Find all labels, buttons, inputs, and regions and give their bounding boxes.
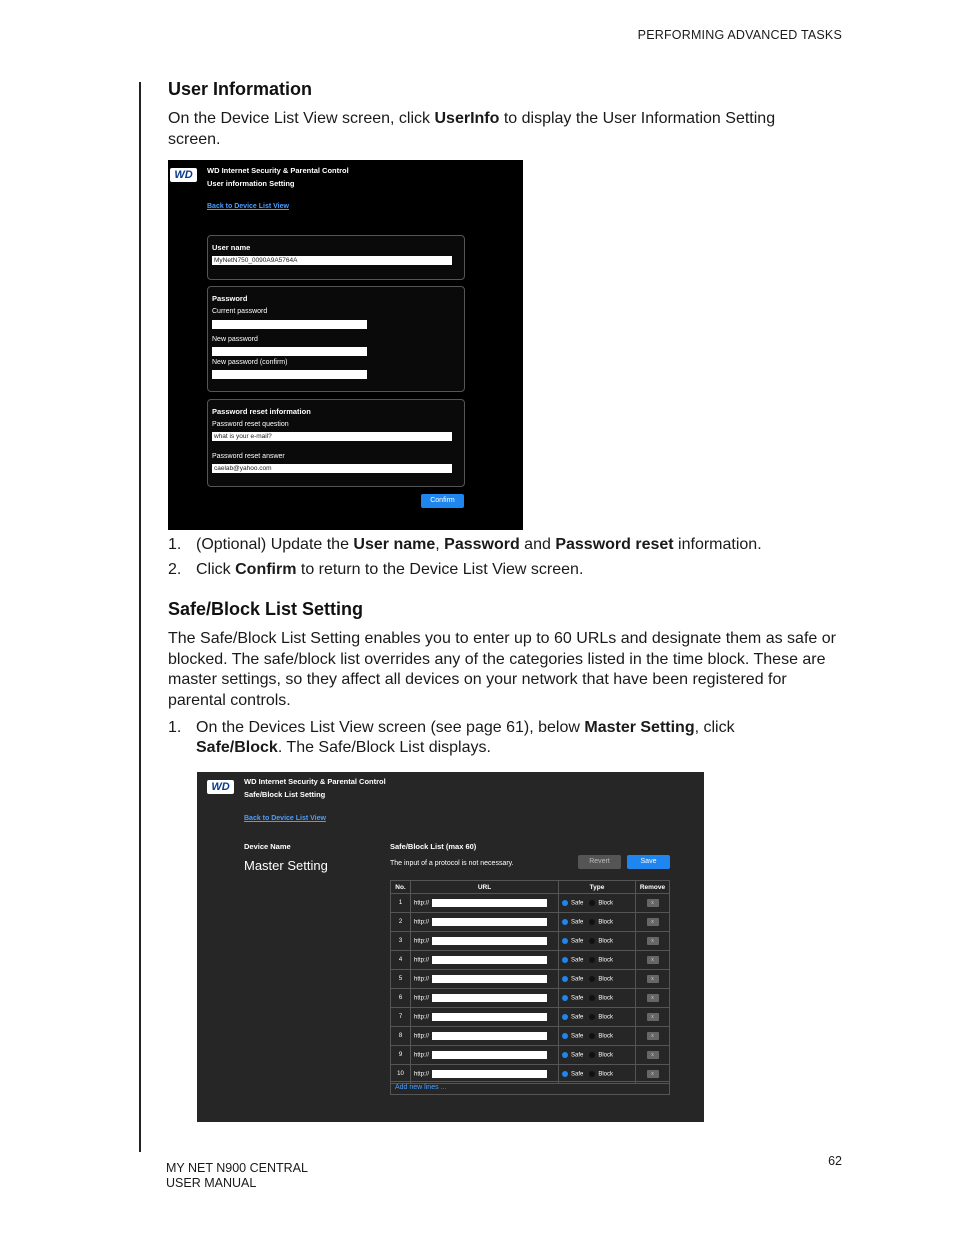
col-type: Type xyxy=(559,881,636,894)
step-text: On the Devices List View screen (see page 61), below Master Setting, click Safe/Block. The Safe/Block List displays. xyxy=(196,719,735,756)
block-label: Block xyxy=(598,957,614,964)
remove-button[interactable]: x xyxy=(647,1032,659,1040)
url-prefix: http:// xyxy=(414,976,430,983)
safe-block-heading: Safe/Block List Setting xyxy=(168,599,364,619)
safe-label: Safe xyxy=(571,900,584,907)
safe-radio[interactable] xyxy=(562,919,568,925)
safe-block-table xyxy=(390,880,670,1084)
url-input[interactable] xyxy=(432,918,547,926)
block-label: Block xyxy=(598,995,614,1002)
block-label: Block xyxy=(598,938,614,945)
safe-label: Safe xyxy=(571,1014,584,1021)
safe-radio[interactable] xyxy=(562,1033,568,1039)
type-cell xyxy=(559,932,636,951)
url-input[interactable] xyxy=(432,994,547,1002)
safe-block-step xyxy=(168,718,808,758)
url-input[interactable] xyxy=(432,1070,547,1078)
url-input[interactable] xyxy=(432,975,547,983)
block-radio[interactable] xyxy=(589,976,595,982)
url-input[interactable] xyxy=(432,956,547,964)
current-password-label: Current password xyxy=(212,308,268,315)
col-url: URL xyxy=(411,881,559,894)
table-row xyxy=(391,970,670,989)
remove-cell xyxy=(636,913,670,932)
confirm-button[interactable]: Confirm xyxy=(421,494,464,508)
url-cell xyxy=(411,913,559,932)
safe-radio[interactable] xyxy=(562,976,568,982)
footer-title xyxy=(166,1161,308,1191)
remove-cell xyxy=(636,1027,670,1046)
reset-question-input[interactable]: what is your e-mail? xyxy=(212,432,452,441)
safe-radio[interactable] xyxy=(562,938,568,944)
safe-block-screenshot xyxy=(197,772,704,1122)
confirm-password-label: New password (confirm) xyxy=(212,359,288,366)
url-prefix: http:// xyxy=(414,1033,430,1040)
url-cell xyxy=(411,1046,559,1065)
url-input[interactable] xyxy=(432,1013,547,1021)
password-reset-label: Password reset information xyxy=(212,407,311,416)
step-item xyxy=(168,718,808,758)
safe-radio[interactable] xyxy=(562,900,568,906)
footer-line-2: USER MANUAL xyxy=(166,1176,257,1190)
table-row xyxy=(391,894,670,913)
row-number: 2 xyxy=(391,913,411,932)
url-cell xyxy=(411,1008,559,1027)
username-panel xyxy=(207,235,465,280)
remove-cell xyxy=(636,1008,670,1027)
url-cell xyxy=(411,951,559,970)
url-input[interactable] xyxy=(432,899,547,907)
url-input[interactable] xyxy=(432,937,547,945)
url-prefix: http:// xyxy=(414,900,430,907)
row-number: 6 xyxy=(391,989,411,1008)
screen-subtitle: User information Setting xyxy=(207,179,295,188)
reset-answer-label: Password reset answer xyxy=(212,453,285,460)
url-cell xyxy=(411,970,559,989)
new-password-input[interactable] xyxy=(212,347,367,356)
block-label: Block xyxy=(598,1014,614,1021)
safe-radio[interactable] xyxy=(562,957,568,963)
user-info-screenshot xyxy=(168,160,523,530)
type-cell xyxy=(559,951,636,970)
remove-button[interactable]: x xyxy=(647,994,659,1002)
safe-radio[interactable] xyxy=(562,1071,568,1077)
table-header-row xyxy=(391,881,670,894)
new-password-label: New password xyxy=(212,336,258,343)
step-text: (Optional) Update the User name, Password and Password reset information. xyxy=(196,536,762,553)
wd-logo: WD xyxy=(207,780,234,794)
remove-cell xyxy=(636,1046,670,1065)
table-row xyxy=(391,1008,670,1027)
user-info-steps xyxy=(168,535,828,585)
step-text: Click Confirm to return to the Device List View screen. xyxy=(196,561,584,578)
password-reset-panel xyxy=(207,399,465,487)
table-row xyxy=(391,932,670,951)
remove-button[interactable]: x xyxy=(647,918,659,926)
url-prefix: http:// xyxy=(414,957,430,964)
url-cell xyxy=(411,989,559,1008)
block-label: Block xyxy=(598,900,614,907)
reset-answer-input[interactable]: caelab@yahoo.com xyxy=(212,464,452,473)
safe-block-paragraph: The Safe/Block List Setting enables you to enter up to 60 URLs and designate them as safe or blocked. The safe/block list overrides any of the categories listed in the time block. These are master settings, so they affect all devices on your network that have been registered for parental controls. xyxy=(168,630,836,709)
col-no: No. xyxy=(391,881,411,894)
type-cell xyxy=(559,970,636,989)
url-prefix: http:// xyxy=(414,1071,430,1078)
safe-label: Safe xyxy=(571,1071,584,1078)
margin-rule xyxy=(139,82,141,1152)
type-cell xyxy=(559,1008,636,1027)
remove-cell xyxy=(636,989,670,1008)
block-radio[interactable] xyxy=(589,919,595,925)
device-name-value: Master Setting xyxy=(244,858,328,873)
remove-cell xyxy=(636,970,670,989)
password-label: Password xyxy=(212,294,248,303)
url-prefix: http:// xyxy=(414,938,430,945)
remove-button[interactable]: x xyxy=(647,956,659,964)
revert-button[interactable]: Revert xyxy=(578,855,621,869)
safe-label: Safe xyxy=(571,976,584,983)
username-label: User name xyxy=(212,243,251,252)
row-number: 4 xyxy=(391,951,411,970)
block-radio[interactable] xyxy=(589,938,595,944)
table-row xyxy=(391,951,670,970)
type-cell xyxy=(559,913,636,932)
row-number: 9 xyxy=(391,1046,411,1065)
step-number: 2. xyxy=(168,561,182,578)
url-prefix: http:// xyxy=(414,995,430,1002)
safe-radio[interactable] xyxy=(562,1052,568,1058)
url-cell xyxy=(411,1027,559,1046)
block-label: Block xyxy=(598,1033,614,1040)
current-password-input[interactable] xyxy=(212,320,367,329)
protocol-note: The input of a protocol is not necessary. xyxy=(390,860,514,867)
screen-subtitle: Safe/Block List Setting xyxy=(244,790,326,799)
row-number: 5 xyxy=(391,970,411,989)
url-prefix: http:// xyxy=(414,919,430,926)
block-radio[interactable] xyxy=(589,1071,595,1077)
url-prefix: http:// xyxy=(414,1014,430,1021)
step-number: 1. xyxy=(168,719,182,736)
block-radio[interactable] xyxy=(589,995,595,1001)
confirm-password-input[interactable] xyxy=(212,370,367,379)
table-row xyxy=(391,913,670,932)
remove-cell xyxy=(636,951,670,970)
remove-button[interactable]: x xyxy=(647,937,659,945)
safe-label: Safe xyxy=(571,1052,584,1059)
table-row xyxy=(391,1046,670,1065)
remove-button[interactable]: x xyxy=(647,1051,659,1059)
url-input[interactable] xyxy=(432,1051,547,1059)
app-title: WD Internet Security & Parental Control xyxy=(244,777,386,786)
type-cell xyxy=(559,1046,636,1065)
remove-cell xyxy=(636,932,670,951)
block-radio[interactable] xyxy=(589,957,595,963)
safe-label: Safe xyxy=(571,957,584,964)
user-info-intro: On the Device List View screen, click UserInfo to display the User Information Setting screen. xyxy=(168,110,776,148)
url-input[interactable] xyxy=(432,1032,547,1040)
running-header: PERFORMING ADVANCED TASKS xyxy=(637,28,842,42)
block-radio[interactable] xyxy=(589,900,595,906)
save-button[interactable]: Save xyxy=(627,855,670,869)
wd-logo: WD xyxy=(170,168,197,182)
safe-label: Safe xyxy=(571,938,584,945)
url-cell xyxy=(411,894,559,913)
block-radio[interactable] xyxy=(589,1052,595,1058)
safe-radio[interactable] xyxy=(562,995,568,1001)
back-to-device-list-link[interactable]: Back to Device List View xyxy=(207,203,289,210)
add-new-lines-link[interactable]: Add new lines ... xyxy=(395,1084,447,1091)
col-remove: Remove xyxy=(636,881,670,894)
password-panel xyxy=(207,286,465,392)
type-cell xyxy=(559,1027,636,1046)
remove-button[interactable]: x xyxy=(647,1013,659,1021)
row-number: 7 xyxy=(391,1008,411,1027)
block-label: Block xyxy=(598,1052,614,1059)
safe-radio[interactable] xyxy=(562,1014,568,1020)
step-item xyxy=(168,560,828,585)
add-lines-row xyxy=(390,1081,670,1095)
remove-cell xyxy=(636,894,670,913)
step-number: 1. xyxy=(168,536,182,553)
url-prefix: http:// xyxy=(414,1052,430,1059)
row-number: 8 xyxy=(391,1027,411,1046)
type-cell xyxy=(559,989,636,1008)
safe-block-list-title: Safe/Block List (max 60) xyxy=(390,842,477,851)
remove-button[interactable]: x xyxy=(647,975,659,983)
safe-label: Safe xyxy=(571,1033,584,1040)
block-radio[interactable] xyxy=(589,1014,595,1020)
remove-button[interactable]: x xyxy=(647,1070,659,1078)
block-radio[interactable] xyxy=(589,1033,595,1039)
block-label: Block xyxy=(598,976,614,983)
block-label: Block xyxy=(598,1071,614,1078)
table-row xyxy=(391,989,670,1008)
back-to-device-list-link[interactable]: Back to Device List View xyxy=(244,815,326,822)
step-item xyxy=(168,535,828,560)
row-number: 1 xyxy=(391,894,411,913)
block-label: Block xyxy=(598,919,614,926)
reset-question-label: Password reset question xyxy=(212,421,289,428)
row-number: 3 xyxy=(391,932,411,951)
username-input[interactable]: MyNetN750_0090A9A5764A xyxy=(212,256,452,265)
row-number: 10 xyxy=(391,1065,411,1084)
table-row xyxy=(391,1027,670,1046)
app-title: WD Internet Security & Parental Control xyxy=(207,166,349,175)
page-number: 62 xyxy=(828,1154,842,1168)
user-info-heading: User Information xyxy=(168,79,313,99)
url-cell xyxy=(411,932,559,951)
remove-button[interactable]: x xyxy=(647,899,659,907)
safe-label: Safe xyxy=(571,995,584,1002)
type-cell xyxy=(559,894,636,913)
footer-line-1: MY NET N900 CENTRAL xyxy=(166,1161,308,1175)
device-name-label: Device Name xyxy=(244,842,291,851)
safe-label: Safe xyxy=(571,919,584,926)
